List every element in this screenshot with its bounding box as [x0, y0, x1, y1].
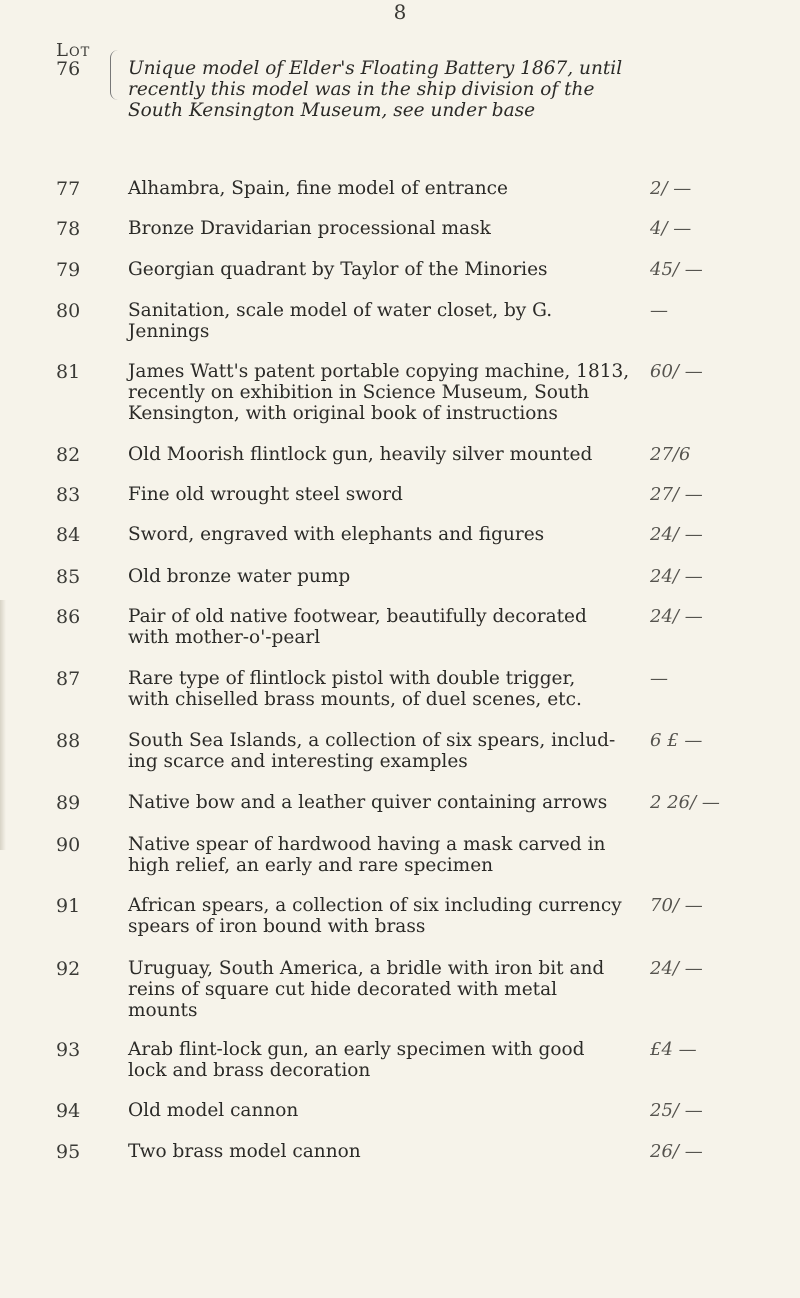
lot-number: 87 — [56, 668, 81, 690]
lot-description-line: mounts — [128, 1000, 198, 1021]
handwritten-price: — — [650, 300, 668, 321]
lot-number: 77 — [56, 178, 81, 200]
lot-number: 94 — [56, 1100, 81, 1122]
lot-description-line: Sword, engraved with elephants and figures — [128, 524, 545, 545]
lot-description — [128, 606, 648, 648]
handwritten-price: £4 — — [650, 1039, 697, 1060]
lot-description-line: Uruguay, South America, a bridle with iron bit and — [128, 958, 605, 979]
lot-number: 89 — [56, 792, 81, 814]
lot-description-line: James Watt's patent portable copying machine, 1813, — [128, 361, 630, 382]
page-number: 8 — [393, 0, 407, 24]
handwritten-price: 24/ — — [650, 958, 703, 979]
lot-description — [128, 895, 648, 937]
lot-number: 80 — [56, 300, 81, 322]
lot-number: 93 — [56, 1039, 81, 1061]
lot-description — [128, 259, 648, 280]
lot-description — [128, 361, 648, 424]
handwritten-price: 60/ — — [650, 361, 703, 382]
lot-description-line: Native spear of hardwood having a mask carved in — [128, 834, 606, 855]
lot-number: 84 — [56, 524, 81, 546]
handwritten-price: 2 26/ — — [650, 792, 720, 813]
lot-number: 79 — [56, 259, 81, 281]
lot-description-line: Bronze Dravidarian processional mask — [128, 218, 491, 239]
lot-description-line: African spears, a collection of six including currency — [128, 895, 622, 916]
lot-description-line: spears of iron bound with brass — [128, 916, 426, 937]
lot-description-line: lock and brass decoration — [128, 1060, 371, 1081]
lot-description-line: Arab flint-lock gun, an early specimen with good — [128, 1039, 585, 1060]
lot-description-line: Rare type of flintlock pistol with double trigger, — [128, 668, 576, 689]
lot-description-line: reins of square cut hide decorated with metal — [128, 979, 558, 1000]
lot-description-line: Old bronze water pump — [128, 566, 351, 587]
lot-number: 81 — [56, 361, 81, 383]
lot-description-line: Native bow and a leather quiver containing arrows — [128, 792, 608, 813]
lot-description-line: with mother-o'-pearl — [128, 627, 321, 648]
lot-number: 76 — [56, 58, 81, 80]
lot-description-line: Georgian quadrant by Taylor of the Minories — [128, 259, 548, 280]
lot-description-line: with chiselled brass mounts, of duel scenes, etc. — [128, 689, 582, 710]
handwritten-price: 25/ — — [650, 1100, 703, 1121]
lot-description-line: Kensington, with original book of instructions — [128, 403, 558, 424]
lot-description — [128, 218, 648, 239]
lot-description-line: high relief, an early and rare specimen — [128, 855, 494, 876]
lot-description — [128, 566, 648, 587]
handwritten-price: 4/ — — [650, 218, 692, 239]
lot-description-line: Old model cannon — [128, 1100, 299, 1121]
handwritten-price: 24/ — — [650, 606, 703, 627]
lot-number: 85 — [56, 566, 81, 588]
lot-description-line: Old Moorish flintlock gun, heavily silver mounted — [128, 444, 593, 465]
lot-description — [128, 792, 648, 813]
lot-number: 95 — [56, 1141, 81, 1163]
lot-number: 86 — [56, 606, 81, 628]
lot-number: 90 — [56, 834, 81, 856]
lot-description — [128, 834, 648, 876]
handwritten-price: 24/ — — [650, 566, 703, 587]
lot-number: 82 — [56, 444, 81, 466]
lot-description — [128, 524, 648, 545]
lot-number: 91 — [56, 895, 81, 917]
handwritten-price: 26/ — — [650, 1141, 703, 1162]
lot-description — [128, 1141, 648, 1162]
lot-description — [128, 58, 648, 121]
lot-number: 92 — [56, 958, 81, 980]
lot-number: 88 — [56, 730, 81, 752]
lot-description-line: Pair of old native footwear, beautifully decorated — [128, 606, 587, 627]
handwritten-price: 45/ — — [650, 259, 703, 280]
lot-description — [128, 668, 648, 710]
handwritten-price: 24/ — — [650, 524, 703, 545]
lot-number: 78 — [56, 218, 81, 240]
lot-description-line: recently this model was in the ship division of the — [128, 79, 595, 100]
lot-description — [128, 178, 648, 199]
handwritten-price: — — [650, 668, 668, 689]
lot-column-heading: Lot — [56, 40, 91, 61]
lot-description-line: ing scarce and interesting examples — [128, 751, 468, 772]
lot-description — [128, 300, 648, 342]
lot-number: 83 — [56, 484, 81, 506]
lot-description — [128, 958, 648, 1021]
handwritten-price: 6 £ — — [650, 730, 703, 751]
lot-description-line: Jennings — [128, 321, 210, 342]
handwritten-price: 27/ — — [650, 484, 703, 505]
lot-description-line: Alhambra, Spain, fine model of entrance — [128, 178, 508, 199]
lot-description-line: recently on exhibition in Science Museum, South — [128, 382, 590, 403]
lot-description-line: Sanitation, scale model of water closet, by G. — [128, 300, 553, 321]
lot-description-line: South Sea Islands, a collection of six spears, includ- — [128, 730, 616, 751]
lot-description — [128, 730, 648, 772]
lot-description — [128, 1100, 648, 1121]
handwritten-price: 70/ — — [650, 895, 703, 916]
lot-description — [128, 1039, 648, 1081]
lot-description-line: Unique model of Elder's Floating Battery 1867, until — [128, 58, 623, 79]
lot-description — [128, 444, 648, 465]
lot-description — [128, 484, 648, 505]
lot-description-line: Fine old wrought steel sword — [128, 484, 403, 505]
handwritten-price: 2/ — — [650, 178, 692, 199]
lot-description-line: Two brass model cannon — [128, 1141, 361, 1162]
lot-description-line: South Kensington Museum, see under base — [128, 100, 536, 121]
handwritten-price: 27/6 — [650, 444, 691, 465]
